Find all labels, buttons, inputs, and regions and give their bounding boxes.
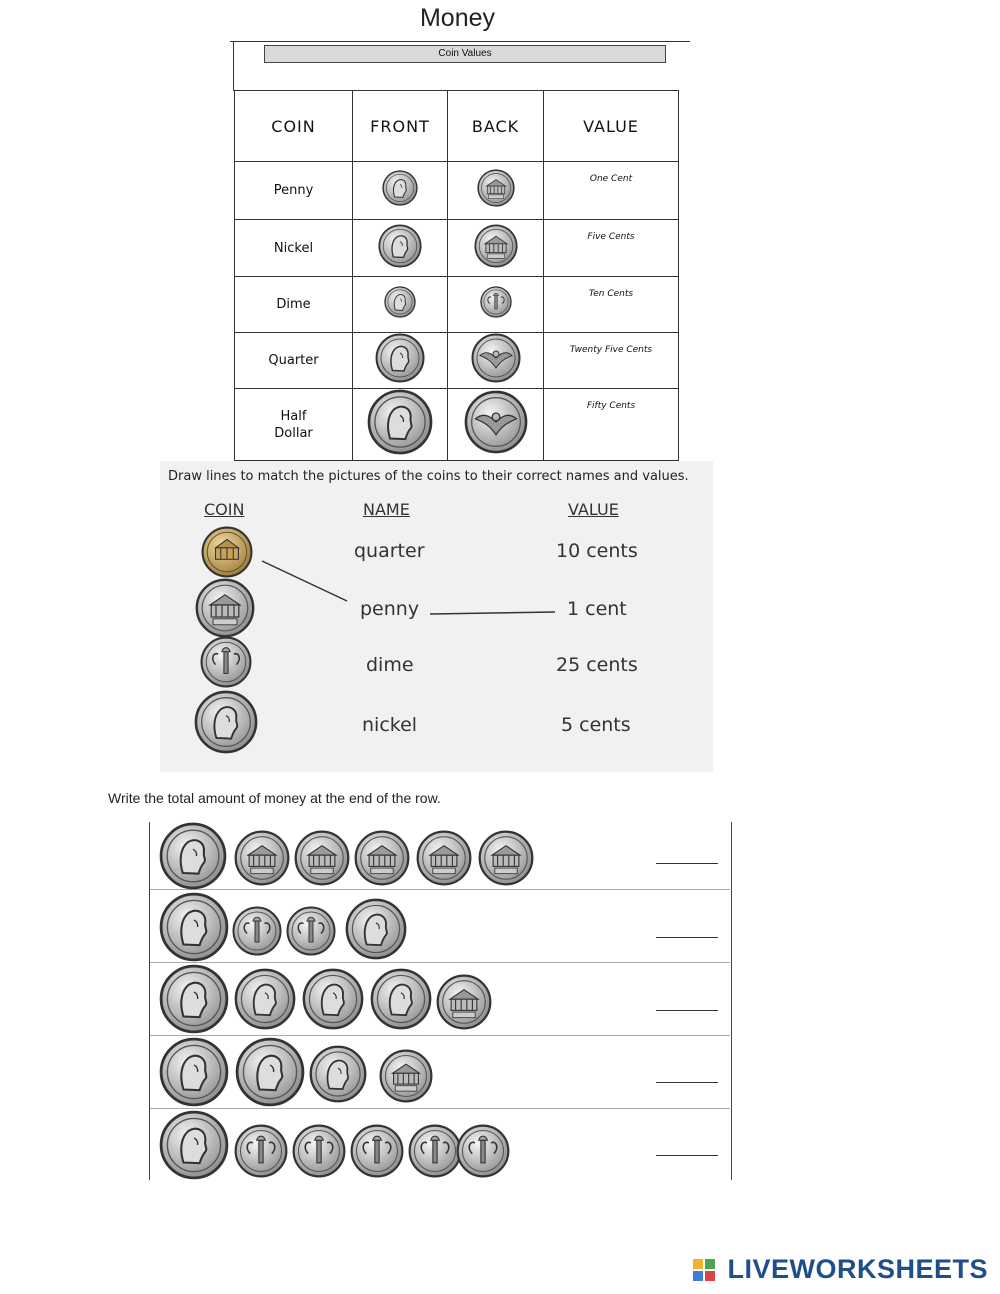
coin-row-3 xyxy=(152,964,502,1034)
matching-header-name: NAME xyxy=(363,500,410,519)
answer-blank[interactable] xyxy=(656,1155,718,1156)
answer-blank[interactable] xyxy=(656,863,718,864)
answer-blank[interactable] xyxy=(656,1082,718,1083)
match-value: 1 cent xyxy=(567,598,627,620)
match-name: penny xyxy=(360,598,420,620)
totals-row xyxy=(152,892,422,967)
header-front: FRONT xyxy=(353,91,448,162)
match-value: 10 cents xyxy=(556,540,638,562)
totals-row xyxy=(152,1110,522,1185)
coin-value: Ten Cents xyxy=(544,277,679,333)
page-title: Money xyxy=(419,4,496,32)
matching-header-coin: COIN xyxy=(204,500,245,519)
totals-row xyxy=(152,964,502,1039)
match-name: quarter xyxy=(354,540,425,562)
matching-instruction: Draw lines to match the pictures of the coins to their correct names and values. xyxy=(168,469,689,484)
coin-name: Penny xyxy=(235,162,353,220)
answer-blank[interactable] xyxy=(656,1010,718,1011)
coin-name: Quarter xyxy=(235,333,353,389)
coin-value: One Cent xyxy=(544,162,679,220)
coin-value: Twenty Five Cents xyxy=(544,333,679,389)
match-value: 5 cents xyxy=(561,714,631,736)
totals-row xyxy=(152,1037,442,1112)
totals-row xyxy=(152,822,542,895)
liveworksheets-logo-icon xyxy=(693,1259,715,1281)
totals-left-border xyxy=(149,822,150,1180)
header-back: BACK xyxy=(448,91,544,162)
coin-value: Five Cents xyxy=(544,220,679,277)
header-value: VALUE xyxy=(544,91,679,162)
coin-row-1 xyxy=(152,822,542,890)
coin-name: Dime xyxy=(235,277,353,333)
coin-row-4 xyxy=(152,1037,442,1107)
coin-name: Half Dollar xyxy=(235,389,353,461)
liveworksheets-logo[interactable]: LIVEWORKSHEETS xyxy=(727,1254,988,1284)
match-name: nickel xyxy=(362,714,418,736)
answer-blank[interactable] xyxy=(656,937,718,938)
matching-header-value: VALUE xyxy=(568,500,619,519)
coin-row-5 xyxy=(152,1110,522,1180)
coin-name: Nickel xyxy=(235,220,353,277)
totals-instruction: Write the total amount of money at the end of the row. xyxy=(108,790,441,806)
match-value: 25 cents xyxy=(556,654,638,676)
coin-value: Fifty Cents xyxy=(544,389,679,461)
totals-right-border xyxy=(731,822,732,1180)
match-name: dime xyxy=(366,654,414,676)
coin-table-caption: Coin Values xyxy=(264,45,666,63)
header-coin: COIN xyxy=(235,91,353,162)
coin-row-2 xyxy=(152,892,422,962)
